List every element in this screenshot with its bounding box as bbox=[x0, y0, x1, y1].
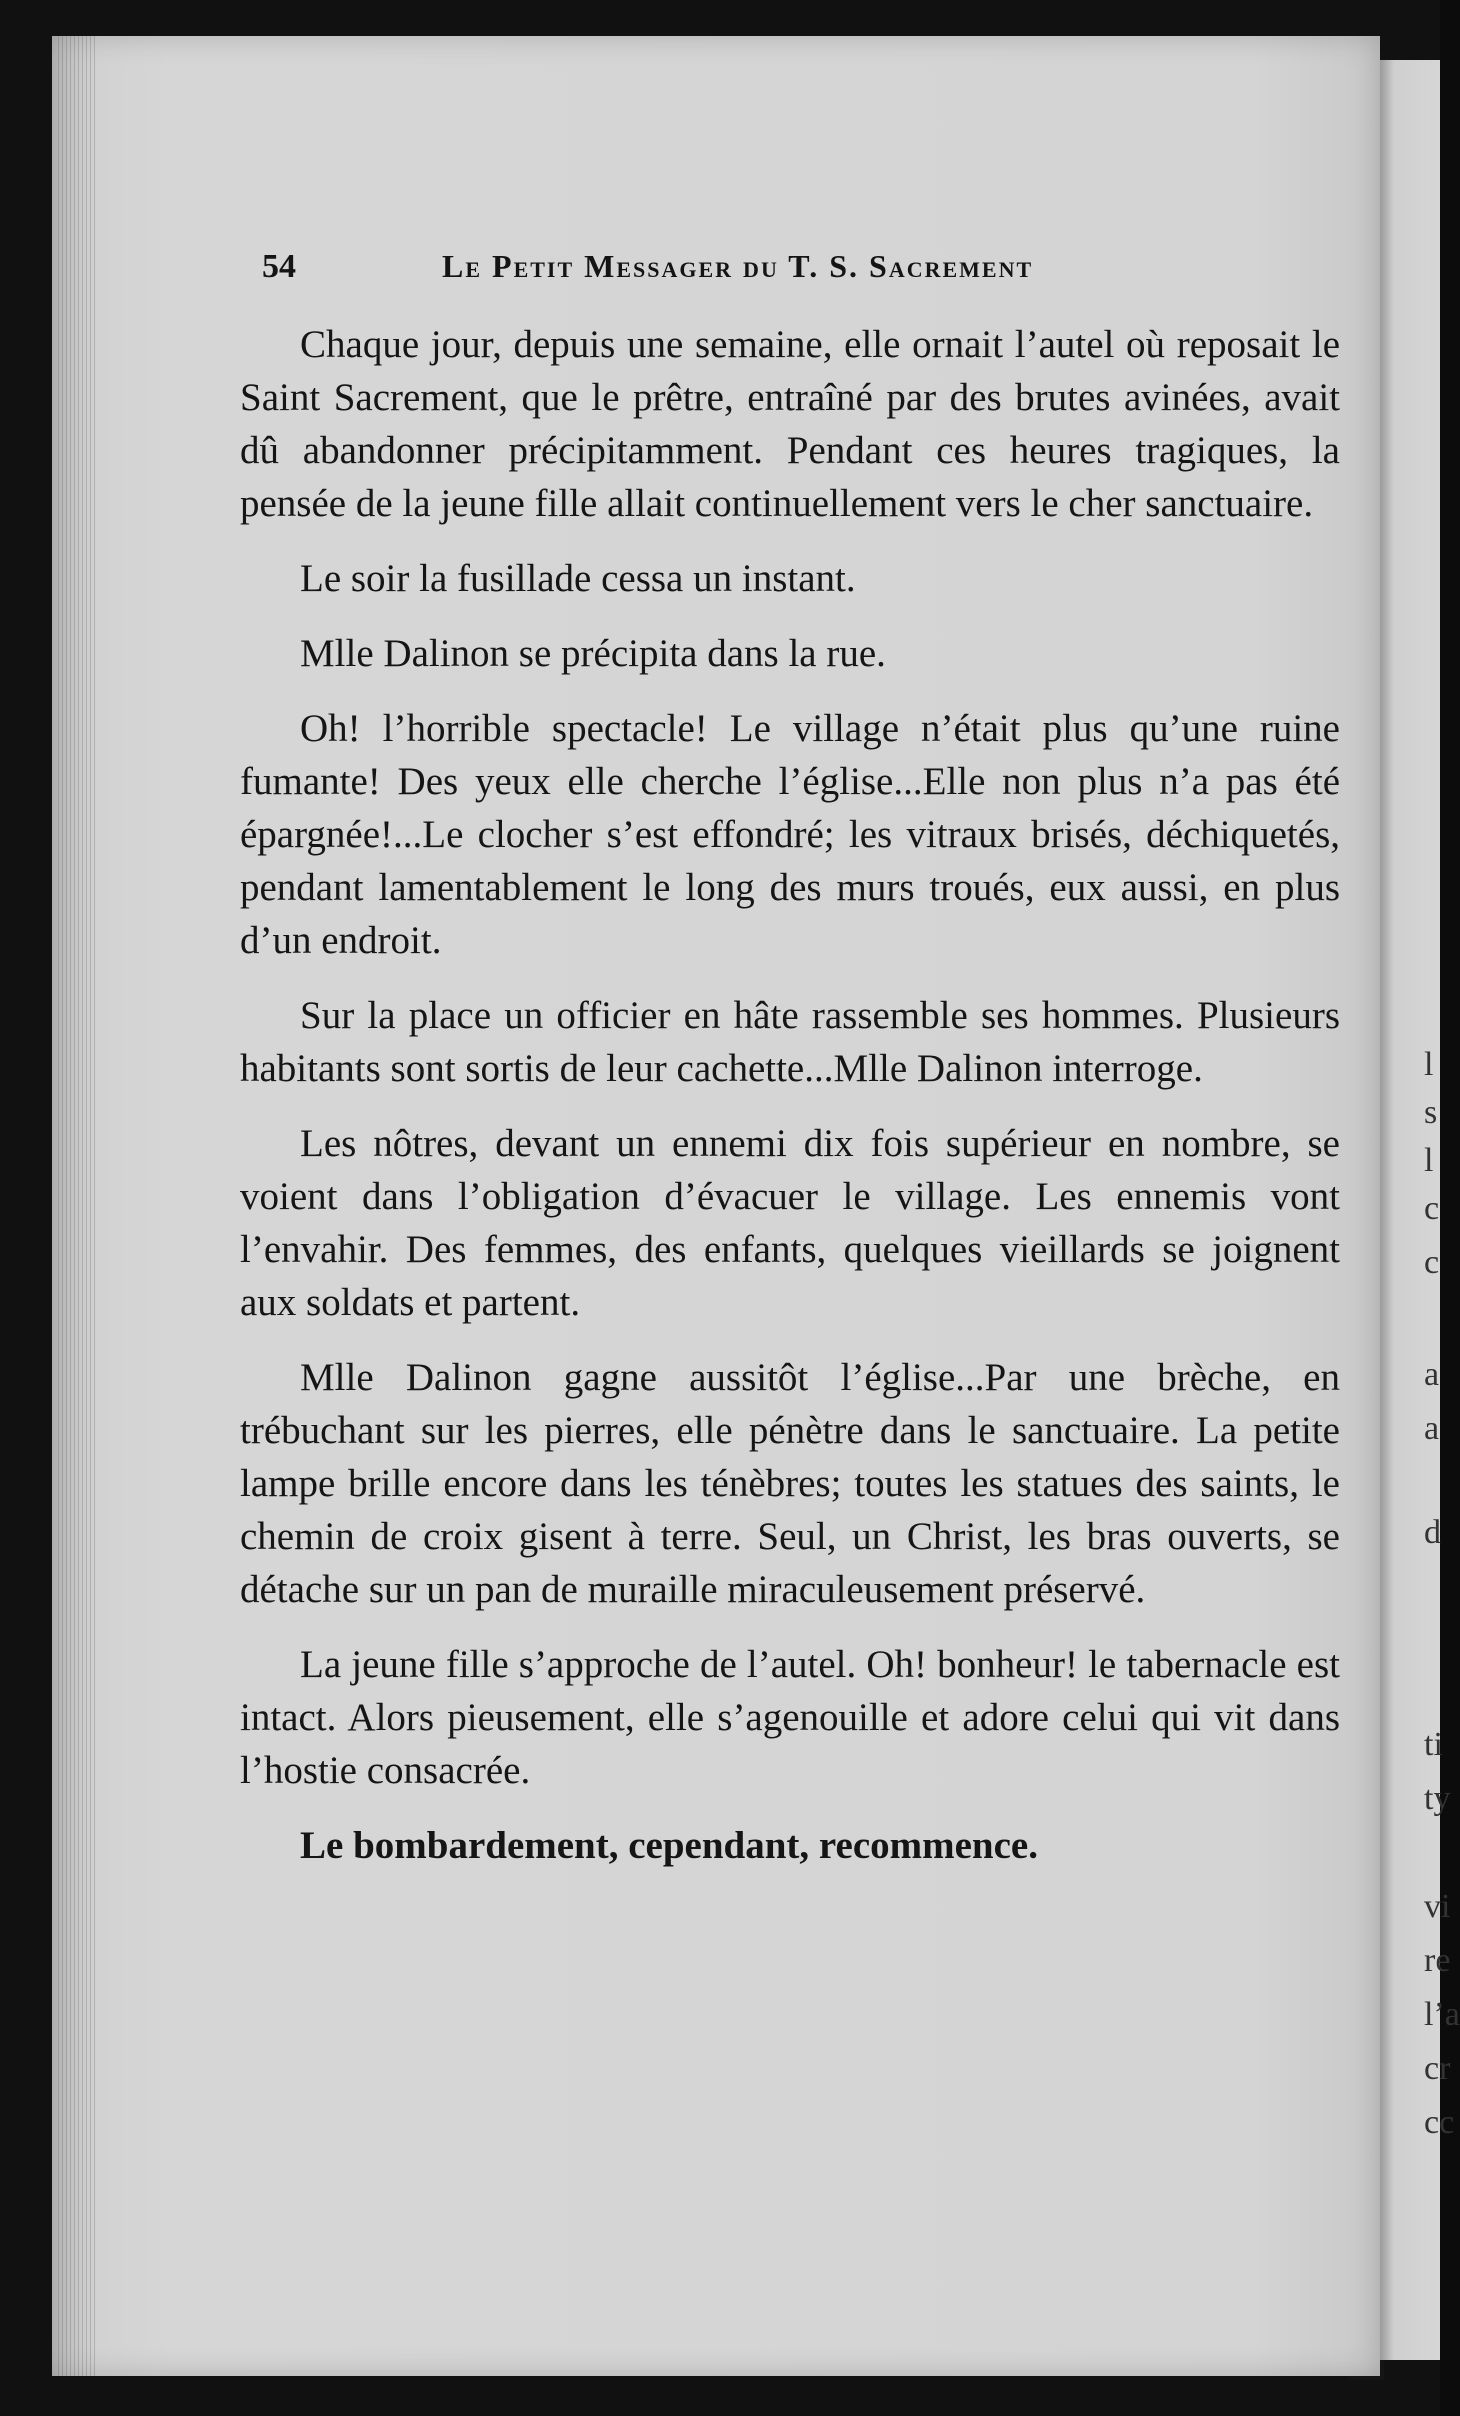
adjacent-page-fragment: c bbox=[1424, 1244, 1440, 1281]
adjacent-page-fragment: c bbox=[1424, 1190, 1440, 1227]
adjacent-page-fragment: ty bbox=[1424, 1780, 1451, 1817]
adjacent-page-fragment: a bbox=[1424, 1356, 1440, 1393]
paragraph: Chaque jour, depuis une semaine, elle ornait l’autel où reposait le Saint Sacrement, que le prêtre, entraîné par des brutes avinées, avait dû abandonner précipitamment. Pendant ces heures tragiques, la pensée de la jeune fille allait continuellement vers le cher sanctuaire. bbox=[240, 323, 1340, 525]
adjacent-page-fragment: ti bbox=[1424, 1726, 1443, 1763]
adjacent-page-fragment: vi bbox=[1424, 1888, 1451, 1925]
body-text bbox=[240, 318, 1340, 1894]
adjacent-page-fragment: re bbox=[1424, 1942, 1451, 1979]
paragraph: Les nôtres, devant un ennemi dix fois supérieur en nombre, se voient dans l’obligation d’évacuer le village. Les ennemis vont l’envahir. Des femmes, des enfants, quelques vieillards se joignent aux soldats et partent. bbox=[240, 1122, 1340, 1324]
adjacent-page-fragment: l bbox=[1424, 1046, 1434, 1083]
paragraph: Sur la place un officier en hâte rassemble ses hommes. Plusieurs habitants sont sortis de leur cachette...Mlle Dalinon interroge. bbox=[240, 994, 1340, 1090]
paragraph: Mlle Dalinon gagne aussitôt l’église...Par une brèche, en trébuchant sur les pierres, elle pénètre dans le sanctuaire. La petite lampe brille encore dans les ténèbres; toutes les statues des saints, le chemin de croix gisent à terre. Seul, un Christ, les bras ouverts, se détache sur un pan de muraille miraculeusement préservé. bbox=[240, 1356, 1340, 1611]
adjacent-page-fragment: a bbox=[1424, 1410, 1440, 1447]
adjacent-page-fragment: l’a bbox=[1424, 1996, 1460, 2033]
adjacent-page-fragment: s bbox=[1424, 1094, 1438, 1131]
adjacent-page-fragment: cr bbox=[1424, 2050, 1451, 2087]
running-title: Le Petit Messager du T. S. Sacrement bbox=[442, 248, 1034, 284]
paragraph: Mlle Dalinon se précipita dans la rue. bbox=[300, 632, 886, 675]
page-header bbox=[262, 248, 1282, 308]
paragraph: Oh! l’horrible spectacle! Le village n’était plus qu’une ruine fumante! Des yeux elle cherche l’église...Elle non plus n’a pas été épargnée!...Le clocher s’est effondré; les vitraux brisés, déchiquetés, pendant lamentablement le long des murs troués, eux aussi, en plus d’un endroit. bbox=[240, 707, 1340, 962]
adjacent-page-fragment: d bbox=[1424, 1514, 1441, 1551]
page-number: 54 bbox=[262, 248, 296, 285]
page-edges bbox=[58, 36, 98, 2376]
adjacent-page-fragment: cc bbox=[1424, 2104, 1455, 2141]
paragraph: Le soir la fusillade cessa un instant. bbox=[300, 557, 856, 600]
paragraph: La jeune fille s’approche de l’autel. Oh! bonheur! le tabernacle est intact. Alors pieusement, elle s’agenouille et adore celui qui vit dans l’hostie consacrée. bbox=[240, 1643, 1340, 1792]
adjacent-page-fragment: l bbox=[1424, 1142, 1434, 1179]
paragraph: Le bombardement, cependant, recommence. bbox=[300, 1824, 1038, 1867]
